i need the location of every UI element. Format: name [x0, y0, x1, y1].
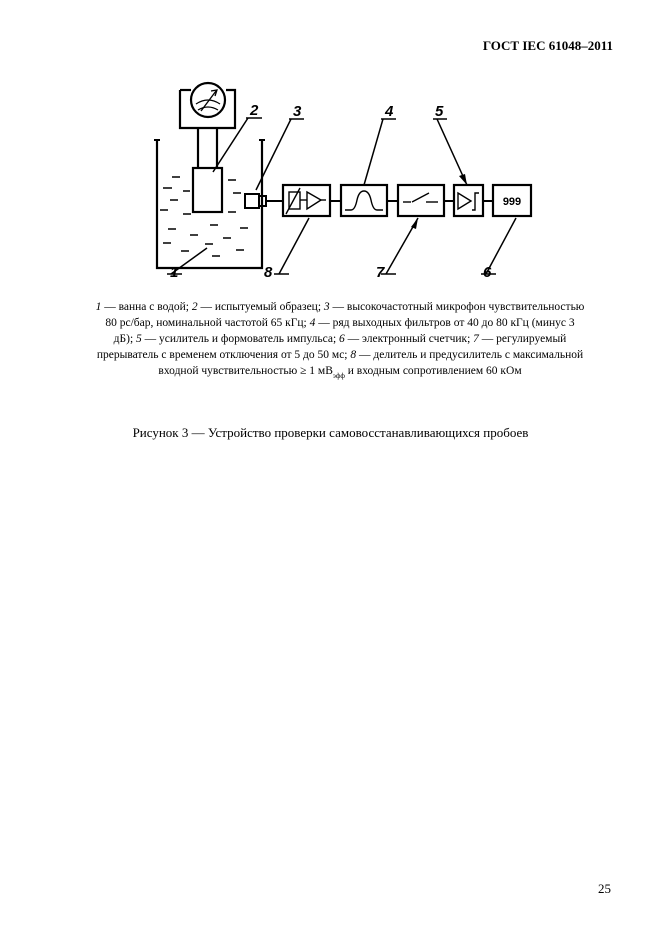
label-4: 4: [385, 103, 394, 120]
legend-item-6: 6 — электронный счетчик;: [339, 333, 474, 345]
document-header: ГОСТ IEC 61048–2011: [482, 38, 613, 53]
test-setup-diagram: [0, 0, 661, 300]
microphone: [245, 194, 259, 208]
water-lines: [160, 177, 248, 256]
water-bath: [157, 140, 262, 268]
legend-item-8: 8 — делитель и предусилитель с максимальной входной чувствительностью ≥ 1 $мВ_{эфф}$ и входным сопротивлением 60 кОм: [158, 349, 584, 380]
legend-item-5: 5 — усилитель и формователь импульса;: [136, 333, 340, 345]
label-6: 6: [483, 264, 492, 281]
figure-legend: [95, 299, 585, 384]
legend-item-1: 1 — ванна с водой;: [95, 301, 192, 313]
legend-item-2: 2 — испытуемый образец;: [191, 301, 324, 313]
figure-title: Рисунок 3 — Устройство проверки самовосстанавливающихся пробоев: [132, 425, 529, 440]
legend-item-4: 4 — ряд выходных фильтров от 40 до 80 кГц (минус 3 дБ);: [113, 317, 575, 345]
label-3: 3: [293, 103, 302, 120]
label-1: 1: [170, 264, 179, 281]
label-7: 7: [376, 264, 385, 281]
label-8: 8: [264, 264, 273, 281]
test-specimen: [193, 168, 222, 212]
legend-item-7: 7 — регулируемый прерыватель с временем отключения от 5 до 50 мс;: [96, 333, 567, 361]
label-5: 5: [435, 103, 444, 120]
block-interrupter: [398, 185, 444, 216]
page-number: 25: [598, 881, 611, 896]
counter-display: 999: [502, 196, 522, 208]
label-2: 2: [250, 102, 259, 119]
meter-frame: [180, 90, 235, 128]
block-filters: [341, 185, 387, 216]
legend-item-3: 3 — высокочастотный микрофон чувствительностью 80 рс/бар, номинальной частотой 65 кГц;: [105, 301, 585, 329]
